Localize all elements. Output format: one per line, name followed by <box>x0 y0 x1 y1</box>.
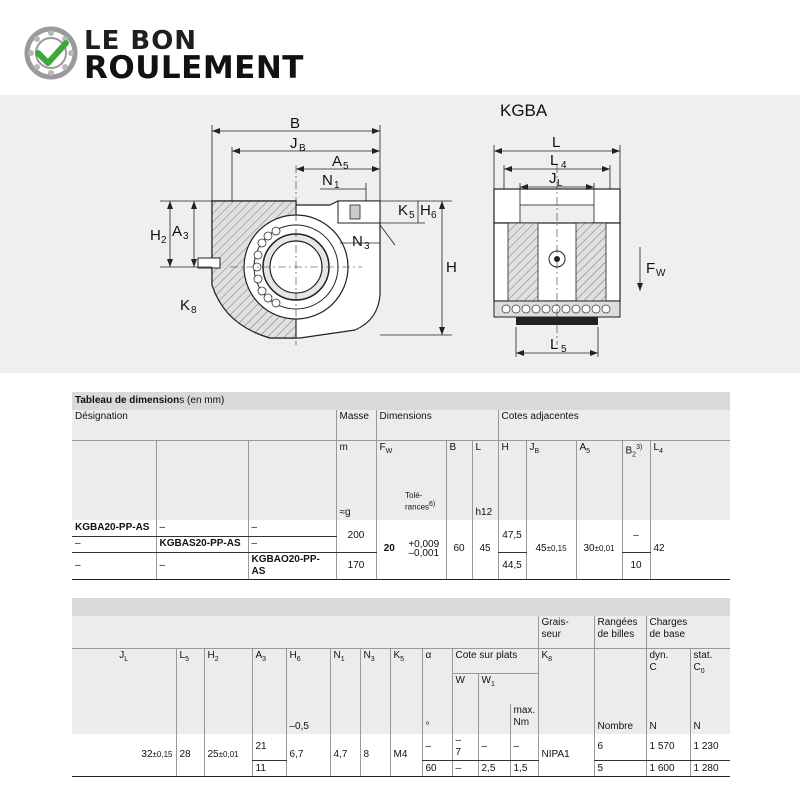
label-L4: L <box>550 152 559 169</box>
row3-d2: – <box>156 552 248 579</box>
brand-logo <box>24 24 304 86</box>
header-dyn <box>646 648 690 704</box>
header-JL <box>72 648 176 704</box>
W-value-1a: – <box>455 735 462 746</box>
label-JL: J <box>549 170 557 187</box>
header-m: m <box>336 440 376 490</box>
A3-value-2: 11 <box>252 761 286 777</box>
fw-tolerance <box>402 520 446 579</box>
L5-sub: 5 <box>185 655 189 663</box>
fw-tol-minus: –0,001 <box>408 548 440 560</box>
technical-drawing <box>0 95 800 373</box>
W-value-1b: 7 <box>455 747 462 758</box>
B2-value-3: 10 <box>622 552 650 579</box>
N1-value: 4,7 <box>330 734 360 777</box>
W1-sub: 1 <box>490 680 495 688</box>
header-blank-1 <box>72 440 156 490</box>
header-alpha: α <box>422 648 452 704</box>
N3-value: 8 <box>360 734 390 777</box>
alpha-value-1: – <box>422 734 452 761</box>
header-fw <box>376 440 446 490</box>
header-B2-letter: B <box>625 444 633 456</box>
label-A3: A <box>172 223 183 240</box>
rangees-2: de billes <box>597 629 635 640</box>
header-JB-sub: B <box>534 447 540 455</box>
dyn-value-2: 1 600 <box>646 761 690 777</box>
header-blank-2 <box>156 440 248 490</box>
row1-d2: – <box>156 520 248 536</box>
header-blank-8 <box>446 490 472 520</box>
logo-text-bottom: ROULEMENT <box>84 50 304 86</box>
H6-value: 6,7 <box>286 734 330 777</box>
header-approx-g: ≈g <box>336 490 376 520</box>
nm-label: Nm <box>513 717 530 728</box>
dyn-value-1: 1 570 <box>646 734 690 761</box>
unit-max <box>510 704 538 734</box>
H-value-1: 47,5 <box>498 520 526 552</box>
L-value: 45 <box>472 520 498 579</box>
label-A3-sub: 3 <box>183 231 189 242</box>
details-table <box>72 598 730 777</box>
K8-sub: 8 <box>548 655 553 663</box>
header-blank-12 <box>622 490 650 520</box>
unit-blank-6 <box>360 704 390 734</box>
header-rangees <box>594 616 646 648</box>
unit-deg: ° <box>422 704 452 734</box>
stat-value-2: 1 280 <box>690 761 730 777</box>
row2-d1: – <box>72 536 156 552</box>
W-value-2: – <box>452 761 478 777</box>
label-K8-sub: 8 <box>191 305 197 316</box>
header-blank-9 <box>498 490 526 520</box>
header-A5-letter: A <box>579 441 587 453</box>
row2-d3: – <box>248 536 336 552</box>
header-L4 <box>650 440 730 490</box>
label-A5: A <box>332 153 343 170</box>
header-tolerances <box>402 490 446 520</box>
header-L4-sub: 4 <box>659 447 663 455</box>
row1-d1: KGBA20-PP-AS <box>72 520 156 536</box>
table-row <box>72 734 730 761</box>
header-A5-sub: 5 <box>586 447 591 455</box>
H6-sub: 6 <box>296 655 301 663</box>
JL-number: 32 <box>141 749 153 760</box>
end-view <box>494 134 666 357</box>
unit-blank-10 <box>538 704 594 734</box>
header-cote: Cote sur plats <box>452 648 538 673</box>
header-stat <box>690 648 730 704</box>
JB-tol: ±0,15 <box>546 544 567 554</box>
header-L: L <box>472 440 498 490</box>
JL-value <box>72 734 176 777</box>
header-L5 <box>176 648 204 704</box>
A5-value <box>576 520 622 579</box>
A3-letter: A <box>255 649 263 661</box>
header-fw-letter: F <box>379 441 386 453</box>
label-H6-sub: 6 <box>431 210 437 221</box>
bearing-check-icon <box>24 26 78 80</box>
H2-tol: ±0,01 <box>218 750 239 759</box>
table-title-rest: s (en mm) <box>179 395 225 406</box>
stat-C0: C <box>693 661 701 673</box>
header-JB <box>526 440 576 490</box>
label-L5: L <box>550 336 559 353</box>
masse-3: 170 <box>336 552 376 579</box>
header-fw-sub: W <box>385 447 393 455</box>
header-dimensions: Dimensions <box>376 410 498 440</box>
details-band <box>72 598 730 616</box>
label-L5-sub: 5 <box>561 344 567 355</box>
header-W: W <box>452 673 478 704</box>
label-B: B <box>290 115 301 132</box>
label-N1: N <box>322 172 333 189</box>
header-N1 <box>330 648 360 704</box>
graisseur-2: seur <box>541 629 561 640</box>
table-title <box>72 392 730 410</box>
header-K8 <box>538 648 594 704</box>
header-H: H <box>498 440 526 490</box>
unit-N1: N <box>646 704 690 734</box>
header-B2 <box>622 440 650 490</box>
alpha-value-2: 60 <box>422 761 452 777</box>
row3-d1: – <box>72 552 156 579</box>
label-JB-sub: B <box>299 143 306 154</box>
K5-sub: 5 <box>400 655 405 663</box>
label-JB: J <box>290 135 298 152</box>
unit-blank-3 <box>204 704 252 734</box>
nm-value-2: 1,5 <box>510 761 538 777</box>
section-view <box>150 115 457 345</box>
rangees-1: Rangées <box>597 617 638 628</box>
H6-letter: H <box>289 649 297 661</box>
label-A5-sub: 5 <box>343 161 349 172</box>
H-value-3: 44,5 <box>498 552 526 579</box>
row3-d3: KGBAO20-PP-AS <box>248 552 336 579</box>
stat-C0-sub: 0 <box>700 667 705 675</box>
label-H6: H <box>420 202 431 219</box>
unit-blank-2 <box>176 704 204 734</box>
W1-letter: W <box>481 674 491 686</box>
rangees-value-1: 6 <box>594 734 646 761</box>
header-H6 <box>286 648 330 704</box>
N1-letter: N <box>333 649 341 661</box>
L5-value: 28 <box>176 734 204 777</box>
header-cotes: Cotes adjacentes <box>498 410 730 440</box>
header-A3 <box>252 648 286 704</box>
label-H2-sub: 2 <box>161 235 167 246</box>
label-K5-sub: 5 <box>409 210 415 221</box>
JB-value <box>526 520 576 579</box>
N3-sub: 3 <box>370 655 375 663</box>
label-H: H <box>446 259 457 276</box>
header-designation: Désignation <box>72 410 336 440</box>
H2-letter: H <box>207 649 215 661</box>
JL-tol: ±0,15 <box>152 750 173 759</box>
header-tol-sup: 6) <box>429 501 436 508</box>
header-W1 <box>478 673 538 704</box>
unit-blank-7 <box>390 704 422 734</box>
W1-value-2: 2,5 <box>478 761 510 777</box>
header-B2-sup: 3) <box>636 443 643 451</box>
header-h12: h12 <box>472 490 498 520</box>
row2-d2: KGBAS20-PP-AS <box>156 536 248 552</box>
header-blank-3 <box>248 440 336 490</box>
row1-d3: – <box>248 520 336 536</box>
dimensions-table <box>72 392 730 580</box>
header-A5 <box>576 440 622 490</box>
header-L4-letter: L <box>653 441 660 453</box>
header-B2-sub: 2 <box>632 450 637 458</box>
H2-value <box>204 734 252 777</box>
max-label: max. <box>513 705 536 716</box>
JL-sub: L <box>124 655 129 663</box>
unit-blank-5 <box>330 704 360 734</box>
header-blank-11 <box>576 490 622 520</box>
A5-tol: ±0,01 <box>594 544 615 554</box>
details-header-blank <box>72 616 538 648</box>
fw-tol-plus: +0,009 <box>408 539 440 551</box>
L5-letter: L <box>179 649 186 661</box>
unit-blank-8 <box>452 704 478 734</box>
header-tol-2: rances <box>405 502 430 512</box>
header-JB-letter: J <box>529 441 535 453</box>
model-title: KGBA <box>500 101 548 120</box>
header-rangees-blank <box>594 648 646 704</box>
label-FW-sub: W <box>656 268 666 279</box>
table-row <box>72 520 730 536</box>
dyn-C: C <box>649 661 657 673</box>
label-K5: K <box>398 202 409 219</box>
header-blank-5 <box>156 490 248 520</box>
label-JL-sub: L <box>557 178 563 189</box>
A5-number: 30 <box>583 543 595 555</box>
label-K8: K <box>180 297 191 314</box>
stat-label: stat. <box>693 649 713 661</box>
H2-number: 25 <box>207 749 219 760</box>
graisseur-1: Grais- <box>541 617 569 628</box>
label-N3: N <box>352 233 363 250</box>
label-L4-sub: 4 <box>561 160 567 171</box>
B-value: 60 <box>446 520 472 579</box>
table-title-bold: Tableau de dimension <box>75 395 180 406</box>
header-blank-13 <box>650 490 730 520</box>
JB-number: 45 <box>535 543 547 555</box>
N3-letter: N <box>363 649 371 661</box>
K5-value: M4 <box>390 734 422 777</box>
header-charges <box>646 616 730 648</box>
L4-value: 42 <box>650 520 730 579</box>
K8-value: NIPA1 <box>538 734 594 777</box>
drawing-svg <box>0 95 800 373</box>
unit-blank-4 <box>252 704 286 734</box>
header-masse: Masse <box>336 410 376 440</box>
dyn-label: dyn. <box>649 649 669 661</box>
stat-value-1: 1 230 <box>690 734 730 761</box>
header-blank-10 <box>526 490 576 520</box>
header-blank-7 <box>376 490 402 520</box>
logo-text-top: LE BON <box>84 26 198 56</box>
JL-letter: J <box>119 649 125 661</box>
A3-sub: 3 <box>262 655 267 663</box>
header-H2 <box>204 648 252 704</box>
A3-value-1: 21 <box>252 734 286 761</box>
nm-value-1: – <box>510 734 538 761</box>
header-tol-1: Tolé- <box>405 491 423 500</box>
header-blank-6 <box>248 490 336 520</box>
W-value-1 <box>452 734 478 761</box>
header-K5 <box>390 648 422 704</box>
label-FW: F <box>646 260 656 277</box>
header-blank-4 <box>72 490 156 520</box>
charges-1: Charges <box>649 617 688 628</box>
unit-blank-1 <box>72 704 176 734</box>
W1-value-1: – <box>478 734 510 761</box>
label-H2: H <box>150 227 161 244</box>
header-B: B <box>446 440 472 490</box>
masse-1: 200 <box>336 520 376 552</box>
label-N1-sub: 1 <box>334 180 340 191</box>
header-N3 <box>360 648 390 704</box>
label-L: L <box>552 134 561 151</box>
rangees-value-2: 5 <box>594 761 646 777</box>
K8-letter: K <box>541 649 549 661</box>
label-N3-sub: 3 <box>364 241 370 252</box>
unit-h6-tol: –0,5 <box>286 704 330 734</box>
fw-value: 20 <box>376 520 402 579</box>
N1-sub: 1 <box>340 655 345 663</box>
charges-2: de base <box>649 629 686 640</box>
unit-N2: N <box>690 704 730 734</box>
K5-letter: K <box>393 649 401 661</box>
unit-nombre: Nombre <box>594 704 646 734</box>
header-graisseur <box>538 616 594 648</box>
unit-blank-9 <box>478 704 510 734</box>
B2-value-1: – <box>622 520 650 552</box>
H2-sub: 2 <box>214 655 219 663</box>
